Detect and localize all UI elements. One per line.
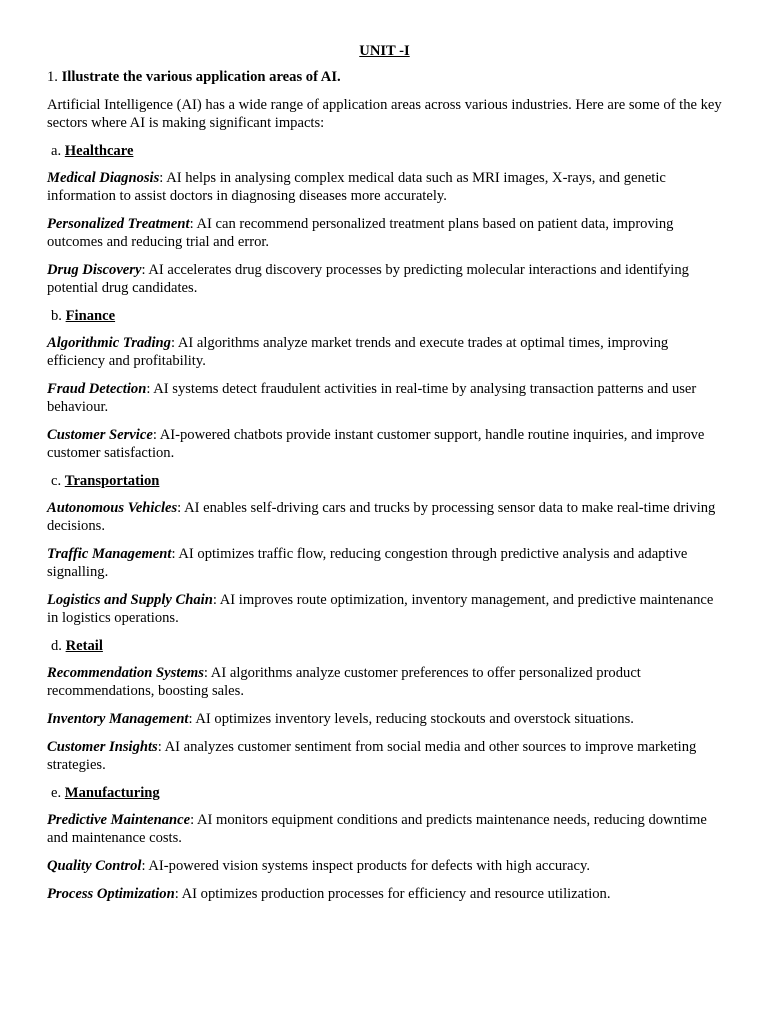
list-item	[47, 426, 722, 462]
list-item	[47, 499, 722, 535]
item-description: : AI-powered chatbots provide instant customer support, handle routine inquiries, and improve customer satisfaction.	[47, 427, 705, 461]
list-item	[47, 215, 722, 251]
item-term: Algorithmic Trading	[47, 335, 171, 351]
section-manufacturing	[47, 784, 722, 903]
item-description: : AI optimizes inventory levels, reducing stockouts and overstock situations.	[188, 711, 634, 727]
item-term: Drug Discovery	[47, 262, 142, 278]
item-term: Autonomous Vehicles	[47, 500, 178, 516]
section-heading	[51, 142, 722, 160]
item-description: : AI helps in analysing complex medical data such as MRI images, X-rays, and genetic information to assist doctors in diagnosing diseases more accurately.	[47, 170, 666, 204]
item-description: : AI optimizes production processes for efficiency and resource utilization.	[174, 886, 611, 902]
list-item	[47, 545, 722, 581]
item-term: Quality Control	[47, 858, 142, 874]
item-description: : AI systems detect fraudulent activities in real-time by analysing transaction patterns and user behaviour.	[47, 381, 697, 415]
list-item	[47, 857, 722, 875]
item-description: : AI-powered vision systems inspect products for defects with high accuracy.	[141, 858, 590, 874]
section-title: Retail	[65, 638, 103, 654]
list-item	[47, 710, 722, 728]
item-description: : AI improves route optimization, inventory management, and predictive maintenance in logistics operations.	[47, 592, 714, 626]
item-term: Process Optimization	[47, 886, 175, 902]
intro-paragraph: Artificial Intelligence (AI) has a wide range of application areas across various industries. Here are some of the key sectors where AI is making significant impacts:	[47, 97, 722, 131]
item-description: : AI accelerates drug discovery processes by predicting molecular interactions and identifying potential drug candidates.	[47, 262, 689, 296]
list-item	[47, 591, 722, 627]
section-letter: c.	[51, 473, 62, 489]
list-item	[47, 811, 722, 847]
section-letter: e.	[51, 785, 62, 801]
item-description: : AI algorithms analyze market trends and execute trades at optimal times, improving efficiency and profitability.	[47, 335, 669, 369]
section-healthcare	[47, 142, 722, 297]
list-item	[47, 664, 722, 700]
item-term: Traffic Management	[47, 546, 172, 562]
item-term: Fraud Detection	[47, 381, 147, 397]
section-letter: d.	[51, 638, 62, 654]
list-item	[47, 169, 722, 205]
section-heading	[51, 307, 722, 325]
question-number: 1.	[47, 69, 58, 85]
item-description: : AI analyzes customer sentiment from social media and other sources to improve marketing strategies.	[47, 739, 697, 773]
item-term: Inventory Management	[47, 711, 189, 727]
item-term: Customer Service	[47, 427, 153, 443]
item-term: Logistics and Supply Chain	[47, 592, 213, 608]
section-letter: b.	[51, 308, 62, 324]
item-description: : AI enables self-driving cars and trucks by processing sensor data to make real-time driving decisions.	[47, 500, 716, 534]
item-description: : AI optimizes traffic flow, reducing congestion through predictive analysis and adaptive signalling.	[47, 546, 688, 580]
item-description: : AI monitors equipment conditions and predicts maintenance needs, reducing downtime and maintenance costs.	[47, 812, 707, 846]
item-description: : AI can recommend personalized treatment plans based on patient data, improving outcomes and reducing trial and error.	[47, 216, 674, 250]
section-finance	[47, 307, 722, 462]
list-item	[47, 380, 722, 416]
item-term: Medical Diagnosis	[47, 170, 160, 186]
item-description: : AI algorithms analyze customer preferences to offer personalized product recommendations, boosting sales.	[47, 665, 641, 699]
section-title: Healthcare	[64, 143, 134, 159]
question	[47, 68, 722, 86]
section-heading	[51, 472, 722, 490]
section-title: Manufacturing	[64, 785, 160, 801]
section-heading	[51, 637, 722, 655]
section-title: Finance	[65, 308, 116, 324]
item-term: Predictive Maintenance	[47, 812, 191, 828]
section-heading	[51, 784, 722, 802]
page-title: UNIT -I	[359, 43, 410, 59]
section-title: Transportation	[64, 473, 160, 489]
list-item	[47, 885, 722, 903]
list-item	[47, 261, 722, 297]
item-term: Personalized Treatment	[47, 216, 190, 232]
question-text: Illustrate the various application areas of AI.	[61, 69, 341, 85]
section-transportation	[47, 472, 722, 627]
item-term: Customer Insights	[47, 739, 158, 755]
section-retail	[47, 637, 722, 774]
item-term: Recommendation Systems	[47, 665, 204, 681]
section-letter: a.	[51, 143, 62, 159]
list-item	[47, 738, 722, 774]
list-item	[47, 334, 722, 370]
